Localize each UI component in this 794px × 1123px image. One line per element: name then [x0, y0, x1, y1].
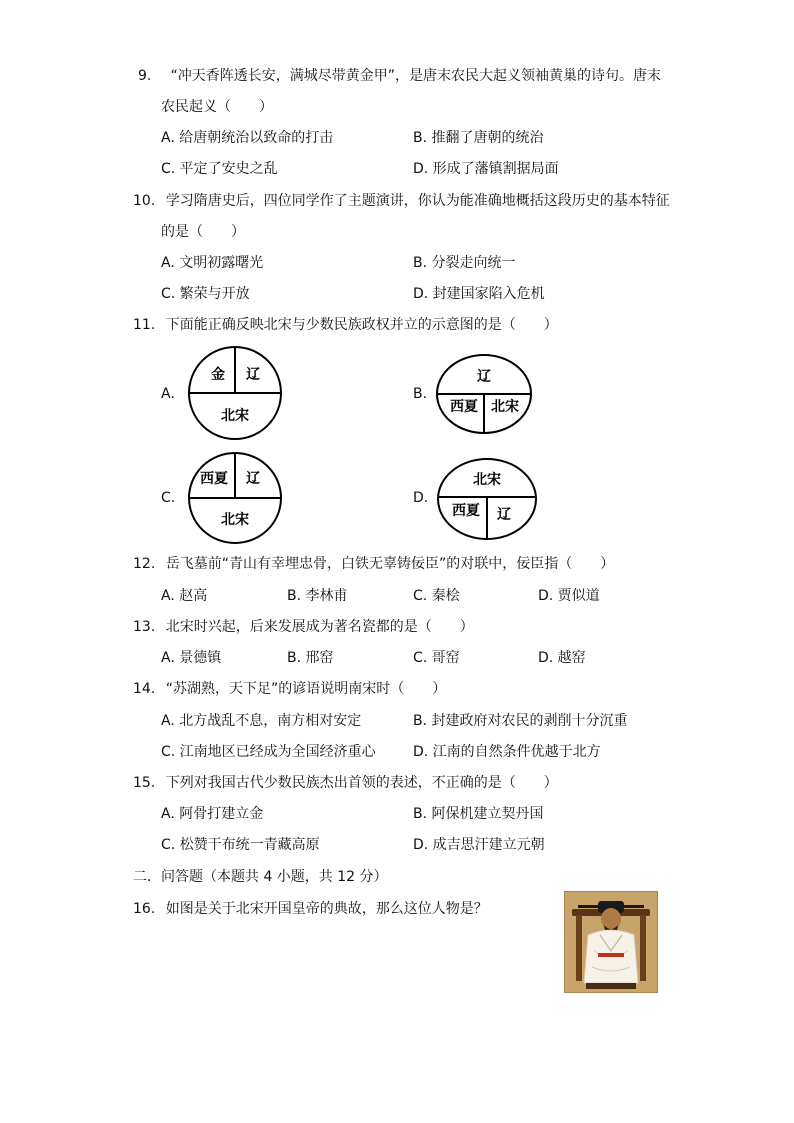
q10-option-a[interactable]: A. 文明初露曙光 — [161, 255, 264, 271]
q12-option-d[interactable]: D. 贾似道 — [538, 588, 600, 604]
question-text: 如图是关于北宋开国皇帝的典故，那么这位人物是？ — [165, 901, 488, 917]
q13-option-a[interactable]: A. 景德镇 — [161, 650, 222, 666]
q11-option-a-letter[interactable]: A. — [161, 386, 175, 402]
question-number: 14. — [133, 681, 156, 697]
question-14-stem — [133, 679, 446, 699]
question-number: 13. — [133, 619, 156, 635]
q15-option-d[interactable]: D. 成吉思汗建立元朝 — [413, 837, 545, 853]
q12-option-c[interactable]: C. 秦桧 — [413, 588, 460, 604]
q11-option-a-diagram[interactable] — [187, 345, 283, 445]
q13-option-d[interactable]: D. 越窑 — [538, 650, 586, 666]
question-11-stem — [133, 315, 558, 335]
q10-option-d[interactable]: D. 封建国家陷入危机 — [413, 286, 545, 302]
emperor-portrait-image — [564, 891, 658, 993]
q12-option-a[interactable]: A. 赵高 — [161, 588, 208, 604]
label-bottom-right: 北宋 — [491, 399, 519, 415]
q10-option-c[interactable]: C. 繁荣与开放 — [161, 286, 250, 302]
question-10-stem — [133, 191, 670, 211]
q14-option-a[interactable]: A. 北方战乱不息，南方相对安定 — [161, 713, 362, 729]
question-15-stem — [133, 773, 558, 793]
question-text: 北宋时兴起，后来发展成为著名瓷都的是（ ） — [165, 619, 474, 635]
question-number: 10. — [133, 193, 156, 209]
question-text: 学习隋唐史后，四位同学作了主题演讲，你认为能准确地概括这段历史的基本特征 — [165, 193, 670, 209]
label-top-left: 金 — [211, 367, 225, 383]
q14-option-c[interactable]: C. 江南地区已经成为全国经济重心 — [161, 744, 376, 760]
q14-option-b[interactable]: B. 封建政府对农民的剥削十分沉重 — [413, 713, 628, 729]
q9-option-c[interactable]: C. 平定了安史之乱 — [161, 161, 278, 177]
q13-option-c[interactable]: C. 哥窑 — [413, 650, 460, 666]
q15-option-a[interactable]: A. 阿骨打建立金 — [161, 806, 264, 822]
question-text: 下面能正确反映北宋与少数民族政权并立的示意图的是（ ） — [165, 317, 558, 333]
label-top-left: 西夏 — [200, 471, 228, 487]
q10-option-b[interactable]: B. 分裂走向统一 — [413, 255, 516, 271]
q11-option-b-diagram[interactable] — [436, 354, 532, 438]
label-top-right: 辽 — [246, 471, 260, 487]
section-2-heading: 二．问答题（本题共 4 小题，共 12 分） — [133, 869, 388, 885]
q15-option-b[interactable]: B. 阿保机建立契丹国 — [413, 806, 544, 822]
label-bottom-left: 西夏 — [450, 399, 478, 415]
question-10-stem-cont: 的是（ ） — [161, 224, 245, 240]
q13-option-b[interactable]: B. 邢窑 — [287, 650, 334, 666]
question-number: 11. — [133, 317, 156, 333]
question-13-stem — [133, 617, 474, 637]
question-number: 9. — [138, 68, 152, 84]
q11-option-d-letter[interactable]: D. — [413, 490, 429, 506]
label-top-right: 辽 — [246, 367, 260, 383]
q9-option-b[interactable]: B. 推翻了唐朝的统治 — [413, 130, 544, 146]
q12-option-b[interactable]: B. 李林甫 — [287, 588, 348, 604]
question-number: 12. — [133, 556, 156, 572]
label-top: 辽 — [477, 369, 491, 385]
question-9-stem — [138, 66, 661, 86]
label-bottom-left: 西夏 — [452, 503, 480, 519]
q11-option-b-letter[interactable]: B. — [413, 386, 428, 402]
question-text: “苏湖熟，天下足”的谚语说明南宋时（ ） — [165, 681, 447, 697]
q11-option-d-diagram[interactable] — [437, 458, 537, 544]
question-number: 15. — [133, 775, 156, 791]
question-9-stem-cont: 农民起义（ ） — [161, 99, 273, 115]
label-top: 北宋 — [473, 472, 501, 488]
label-bottom-right: 辽 — [497, 507, 511, 523]
label-bottom: 北宋 — [221, 408, 249, 424]
question-12-stem — [133, 554, 614, 574]
q15-option-c[interactable]: C. 松赞干布统一青藏高原 — [161, 837, 320, 853]
question-text: 下列对我国古代少数民族杰出首领的表述，不正确的是（ ） — [165, 775, 558, 791]
q11-option-c-letter[interactable]: C. — [161, 490, 176, 506]
q14-option-d[interactable]: D. 江南的自然条件优越于北方 — [413, 744, 601, 760]
q9-option-d[interactable]: D. 形成了藩镇割据局面 — [413, 161, 559, 177]
question-16-stem — [133, 899, 488, 919]
q11-option-c-diagram[interactable] — [187, 451, 283, 549]
question-text: 岳飞墓前“青山有幸埋忠骨，白铁无辜铸佞臣”的对联中，佞臣指（ ） — [165, 556, 615, 572]
label-bottom: 北宋 — [221, 512, 249, 528]
question-text: “冲天香阵透长安，满城尽带黄金甲”，是唐末农民大起义领袖黄巢的诗句。唐末 — [170, 68, 661, 84]
question-number: 16. — [133, 901, 156, 917]
q9-option-a[interactable]: A. 给唐朝统治以致命的打击 — [161, 130, 334, 146]
